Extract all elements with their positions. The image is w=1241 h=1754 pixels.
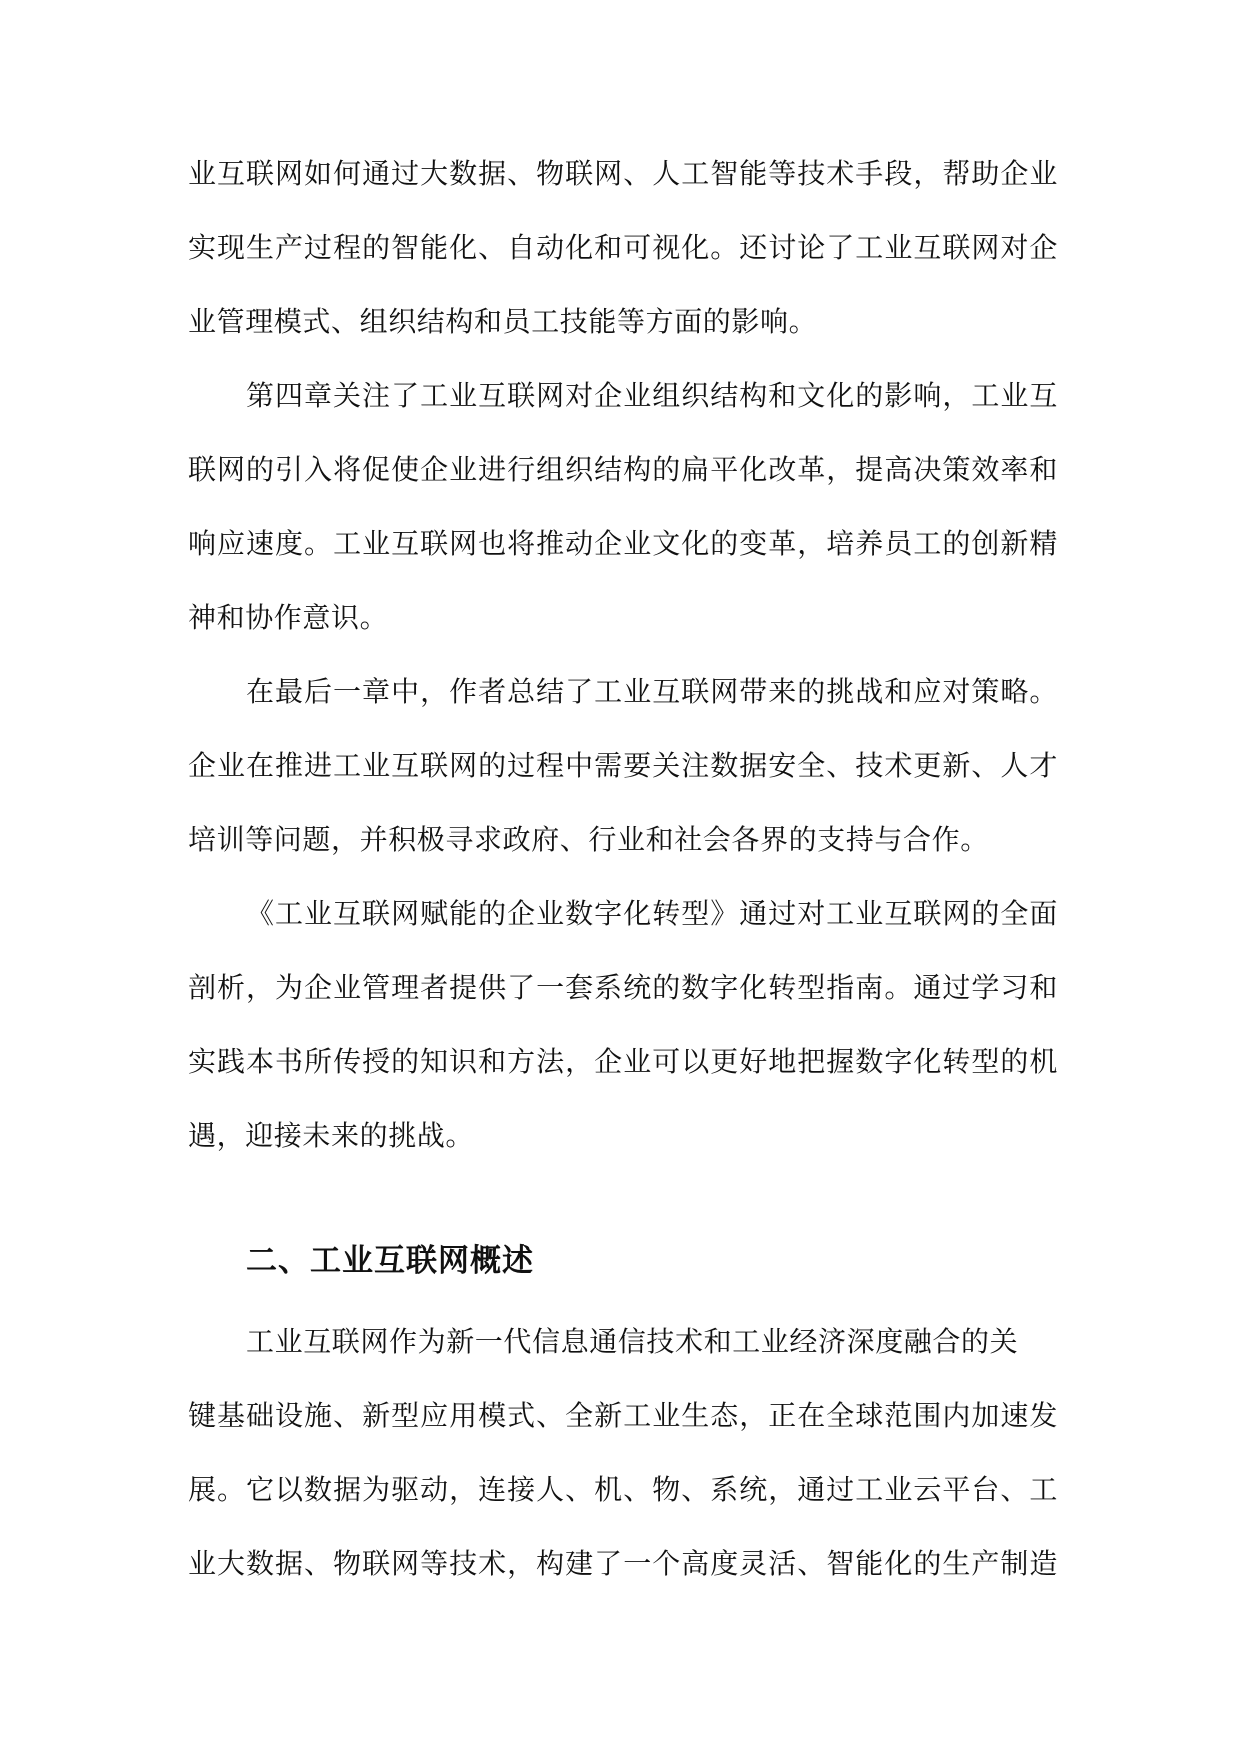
- paragraph-line: 响应速度。工业互联网也将推动企业文化的变革，培养员工的创新精: [188, 527, 1058, 560]
- paragraph-line: 神和协作意识。: [188, 601, 389, 634]
- section-heading: 二、工业互联网概述: [246, 1243, 534, 1279]
- paragraph-line: 业互联网如何通过大数据、物联网、人工智能等技术手段，帮助企业: [188, 157, 1058, 190]
- paragraph-line: 《工业互联网赋能的企业数字化转型》通过对工业互联网的全面: [246, 897, 1058, 930]
- paragraph-line: 业管理模式、组织结构和员工技能等方面的影响。: [188, 305, 818, 338]
- paragraph-line: 遇，迎接未来的挑战。: [188, 1119, 475, 1152]
- paragraph-line: 键基础设施、新型应用模式、全新工业生态，正在全球范围内加速发: [188, 1399, 1058, 1432]
- paragraph-line: 实践本书所传授的知识和方法，企业可以更好地把握数字化转型的机: [188, 1045, 1058, 1078]
- paragraph-line: 企业在推进工业互联网的过程中需要关注数据安全、技术更新、人才: [188, 749, 1058, 782]
- paragraph-line: 工业互联网作为新一代信息通信技术和工业经济深度融合的关: [246, 1325, 1019, 1358]
- paragraph-line: 业大数据、物联网等技术，构建了一个高度灵活、智能化的生产制造: [188, 1547, 1058, 1580]
- paragraph-line: 剖析，为企业管理者提供了一套系统的数字化转型指南。通过学习和: [188, 971, 1058, 1004]
- paragraph-line: 联网的引入将促使企业进行组织结构的扁平化改革，提高决策效率和: [188, 453, 1058, 486]
- paragraph-line: 在最后一章中，作者总结了工业互联网带来的挑战和应对策略。: [246, 675, 1058, 708]
- paragraph-line: 第四章关注了工业互联网对企业组织结构和文化的影响，工业互: [246, 379, 1058, 412]
- paragraph-line: 实现生产过程的智能化、自动化和可视化。还讨论了工业互联网对企: [188, 231, 1058, 264]
- paragraph-line: 培训等问题，并积极寻求政府、行业和社会各界的支持与合作。: [188, 823, 989, 856]
- paragraph-line: 展。它以数据为驱动，连接人、机、物、系统，通过工业云平台、工: [188, 1473, 1058, 1506]
